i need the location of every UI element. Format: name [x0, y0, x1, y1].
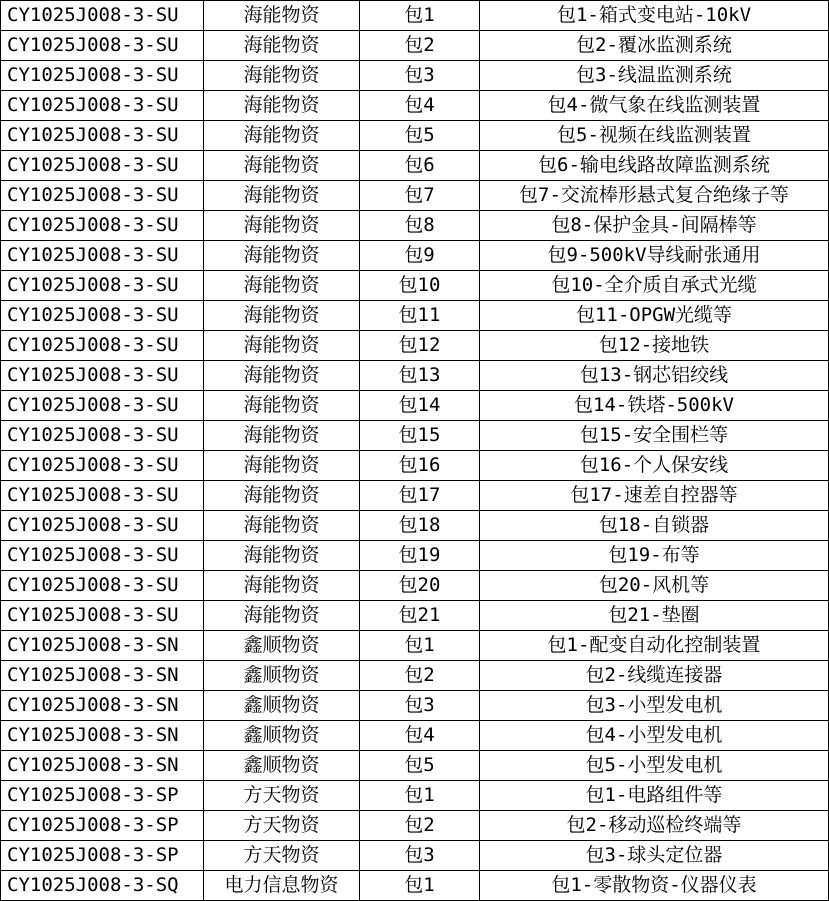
- table-row: [1, 271, 829, 301]
- project-code-cell: CY1025J008-3-SP: [1, 841, 204, 871]
- description-cell: 包2-移动巡检终端等: [480, 811, 829, 841]
- description-cell: 包3-线温监测系统: [480, 61, 829, 91]
- description-cell: 包7-交流棒形悬式复合绝缘子等: [480, 181, 829, 211]
- table-row: [1, 241, 829, 271]
- project-code-cell: CY1025J008-3-SU: [1, 271, 204, 301]
- package-cell: 包3: [360, 841, 480, 871]
- description-cell: 包3-小型发电机: [480, 691, 829, 721]
- company-cell: 海能物资: [204, 421, 360, 451]
- package-cell: 包4: [360, 721, 480, 751]
- package-cell: 包2: [360, 661, 480, 691]
- table-row: [1, 481, 829, 511]
- company-cell: 海能物资: [204, 271, 360, 301]
- package-cell: 包8: [360, 211, 480, 241]
- company-cell: 海能物资: [204, 571, 360, 601]
- package-cell: 包10: [360, 271, 480, 301]
- company-cell: 鑫顺物资: [204, 721, 360, 751]
- company-cell: 海能物资: [204, 511, 360, 541]
- company-cell: 鑫顺物资: [204, 691, 360, 721]
- company-cell: 海能物资: [204, 121, 360, 151]
- description-cell: 包10-全介质自承式光缆: [480, 271, 829, 301]
- description-cell: 包12-接地铁: [480, 331, 829, 361]
- company-cell: 海能物资: [204, 331, 360, 361]
- table-row: [1, 811, 829, 841]
- project-code-cell: CY1025J008-3-SU: [1, 61, 204, 91]
- company-cell: 海能物资: [204, 91, 360, 121]
- package-cell: 包3: [360, 691, 480, 721]
- table-row: [1, 511, 829, 541]
- table-row: [1, 631, 829, 661]
- package-cell: 包16: [360, 451, 480, 481]
- description-cell: 包8-保护金具-间隔棒等: [480, 211, 829, 241]
- package-cell: 包2: [360, 811, 480, 841]
- company-cell: 海能物资: [204, 61, 360, 91]
- package-cell: 包19: [360, 541, 480, 571]
- description-cell: 包13-钢芯铝绞线: [480, 361, 829, 391]
- company-cell: 海能物资: [204, 151, 360, 181]
- project-code-cell: CY1025J008-3-SU: [1, 421, 204, 451]
- description-cell: 包18-自锁器: [480, 511, 829, 541]
- table-row: [1, 421, 829, 451]
- project-code-cell: CY1025J008-3-SU: [1, 151, 204, 181]
- company-cell: 鑫顺物资: [204, 631, 360, 661]
- project-code-cell: CY1025J008-3-SU: [1, 301, 204, 331]
- description-cell: 包15-安全围栏等: [480, 421, 829, 451]
- description-cell: 包1-电路组件等: [480, 781, 829, 811]
- project-code-cell: CY1025J008-3-SN: [1, 721, 204, 751]
- package-cell: 包5: [360, 121, 480, 151]
- company-cell: 海能物资: [204, 181, 360, 211]
- company-cell: 海能物资: [204, 541, 360, 571]
- package-cell: 包4: [360, 91, 480, 121]
- company-cell: 鑫顺物资: [204, 751, 360, 781]
- company-cell: 海能物资: [204, 391, 360, 421]
- package-cell: 包1: [360, 1, 480, 31]
- package-cell: 包20: [360, 571, 480, 601]
- project-code-cell: CY1025J008-3-SU: [1, 241, 204, 271]
- description-cell: 包21-垫圈: [480, 601, 829, 631]
- project-code-cell: CY1025J008-3-SU: [1, 331, 204, 361]
- project-code-cell: CY1025J008-3-SN: [1, 631, 204, 661]
- company-cell: 海能物资: [204, 481, 360, 511]
- project-code-cell: CY1025J008-3-SN: [1, 691, 204, 721]
- table-row: [1, 151, 829, 181]
- company-cell: 海能物资: [204, 451, 360, 481]
- project-code-cell: CY1025J008-3-SQ: [1, 871, 204, 901]
- description-cell: 包5-小型发电机: [480, 751, 829, 781]
- table-row: [1, 61, 829, 91]
- company-cell: 海能物资: [204, 601, 360, 631]
- description-cell: 包1-配变自动化控制装置: [480, 631, 829, 661]
- company-cell: 海能物资: [204, 1, 360, 31]
- project-code-cell: CY1025J008-3-SU: [1, 511, 204, 541]
- package-cell: 包6: [360, 151, 480, 181]
- package-cell: 包21: [360, 601, 480, 631]
- package-cell: 包1: [360, 631, 480, 661]
- table-row: [1, 391, 829, 421]
- package-cell: 包9: [360, 241, 480, 271]
- description-cell: 包9-500kV导线耐张通用: [480, 241, 829, 271]
- table-row: [1, 1, 829, 31]
- project-code-cell: CY1025J008-3-SP: [1, 781, 204, 811]
- package-cell: 包5: [360, 751, 480, 781]
- table-row: [1, 571, 829, 601]
- table-row: [1, 841, 829, 871]
- table-row: [1, 361, 829, 391]
- project-code-cell: CY1025J008-3-SU: [1, 181, 204, 211]
- table-row: [1, 691, 829, 721]
- package-table-body: [1, 1, 829, 901]
- table-row: [1, 91, 829, 121]
- description-cell: 包11-OPGW光缆等: [480, 301, 829, 331]
- description-cell: 包4-小型发电机: [480, 721, 829, 751]
- description-cell: 包17-速差自控器等: [480, 481, 829, 511]
- description-cell: 包6-输电线路故障监测系统: [480, 151, 829, 181]
- table-row: [1, 121, 829, 151]
- project-code-cell: CY1025J008-3-SP: [1, 811, 204, 841]
- project-code-cell: CY1025J008-3-SU: [1, 451, 204, 481]
- table-row: [1, 211, 829, 241]
- company-cell: 海能物资: [204, 361, 360, 391]
- description-cell: 包2-线缆连接器: [480, 661, 829, 691]
- company-cell: 海能物资: [204, 301, 360, 331]
- company-cell: 海能物资: [204, 31, 360, 61]
- project-code-cell: CY1025J008-3-SU: [1, 571, 204, 601]
- company-cell: 方天物资: [204, 841, 360, 871]
- table-row: [1, 871, 829, 901]
- table-row: [1, 781, 829, 811]
- package-cell: 包14: [360, 391, 480, 421]
- table-row: [1, 601, 829, 631]
- project-code-cell: CY1025J008-3-SU: [1, 601, 204, 631]
- company-cell: 电力信息物资: [204, 871, 360, 901]
- package-cell: 包1: [360, 781, 480, 811]
- project-code-cell: CY1025J008-3-SU: [1, 211, 204, 241]
- description-cell: 包2-覆冰监测系统: [480, 31, 829, 61]
- description-cell: 包14-铁塔-500kV: [480, 391, 829, 421]
- table-row: [1, 721, 829, 751]
- project-code-cell: CY1025J008-3-SU: [1, 391, 204, 421]
- company-cell: 鑫顺物资: [204, 661, 360, 691]
- project-code-cell: CY1025J008-3-SU: [1, 31, 204, 61]
- description-cell: 包3-球头定位器: [480, 841, 829, 871]
- company-cell: 方天物资: [204, 811, 360, 841]
- project-code-cell: CY1025J008-3-SU: [1, 481, 204, 511]
- package-cell: 包17: [360, 481, 480, 511]
- description-cell: 包1-零散物资-仪器仪表: [480, 871, 829, 901]
- package-cell: 包18: [360, 511, 480, 541]
- company-cell: 方天物资: [204, 781, 360, 811]
- table-row: [1, 181, 829, 211]
- package-cell: 包3: [360, 61, 480, 91]
- project-code-cell: CY1025J008-3-SU: [1, 91, 204, 121]
- table-row: [1, 301, 829, 331]
- package-cell: 包13: [360, 361, 480, 391]
- package-cell: 包11: [360, 301, 480, 331]
- description-cell: 包16-个人保安线: [480, 451, 829, 481]
- table-row: [1, 661, 829, 691]
- package-cell: 包1: [360, 871, 480, 901]
- table-row: [1, 331, 829, 361]
- company-cell: 海能物资: [204, 241, 360, 271]
- table-row: [1, 31, 829, 61]
- project-code-cell: CY1025J008-3-SN: [1, 661, 204, 691]
- description-cell: 包4-微气象在线监测装置: [480, 91, 829, 121]
- table-row: [1, 541, 829, 571]
- description-cell: 包19-布等: [480, 541, 829, 571]
- company-cell: 海能物资: [204, 211, 360, 241]
- table-row: [1, 451, 829, 481]
- project-code-cell: CY1025J008-3-SU: [1, 121, 204, 151]
- table-row: [1, 751, 829, 781]
- package-cell: 包12: [360, 331, 480, 361]
- project-code-cell: CY1025J008-3-SN: [1, 751, 204, 781]
- description-cell: 包5-视频在线监测装置: [480, 121, 829, 151]
- package-cell: 包15: [360, 421, 480, 451]
- package-cell: 包7: [360, 181, 480, 211]
- project-code-cell: CY1025J008-3-SU: [1, 1, 204, 31]
- project-code-cell: CY1025J008-3-SU: [1, 541, 204, 571]
- description-cell: 包1-箱式变电站-10kV: [480, 1, 829, 31]
- package-cell: 包2: [360, 31, 480, 61]
- project-code-cell: CY1025J008-3-SU: [1, 361, 204, 391]
- description-cell: 包20-风机等: [480, 571, 829, 601]
